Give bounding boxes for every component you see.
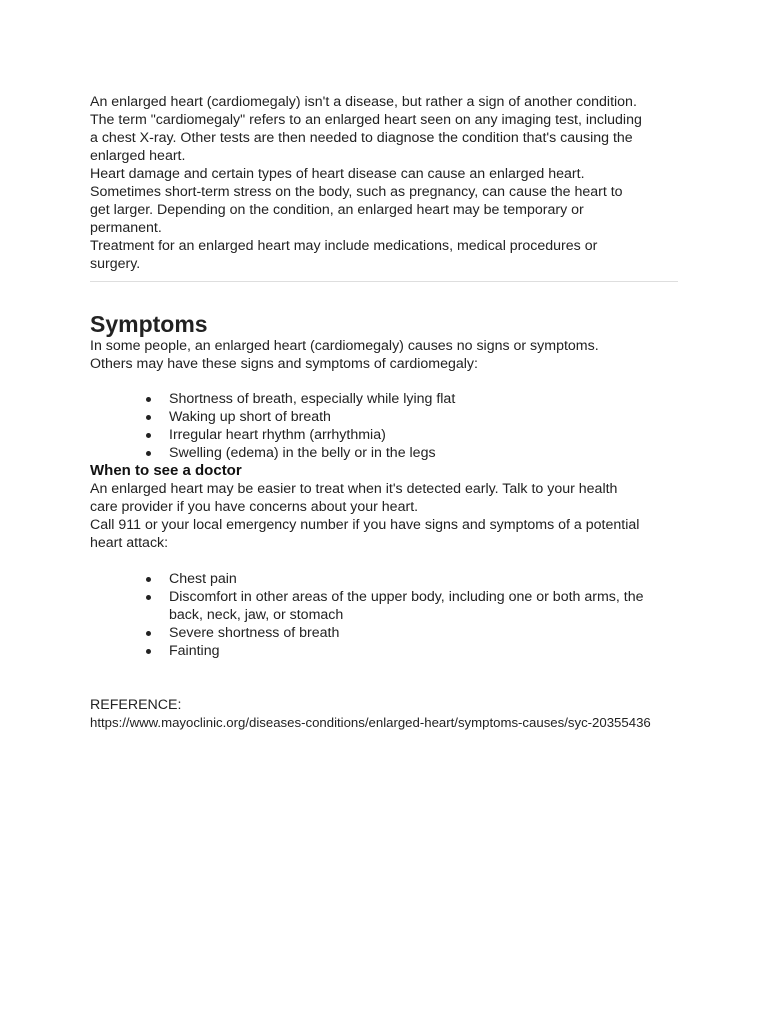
symptoms-list (90, 390, 690, 462)
bullet-icon (146, 577, 151, 582)
list-item: Fainting (169, 642, 690, 660)
bullet-icon (146, 631, 151, 636)
doctor-heading: When to see a doctor (90, 462, 242, 479)
bullet-icon (146, 397, 151, 402)
list-item: Shortness of breath, especially while lying flat (169, 390, 690, 408)
intro-paragraph-1: An enlarged heart (cardiomegaly) isn't a disease, but rather a sign of another condition. The term "cardiomegaly" refers to an enlarged heart seen on any imaging test, including a chest X-ray. Other tests are then needed to diagnose the condition that's causing the enlarged heart. (90, 94, 642, 164)
intro-paragraph-2: Heart damage and certain types of heart disease can cause an enlarged heart. Sometimes short-term stress on the body, such as pregnancy, can cause the heart to get larger. Depending on the condition, an enlarged heart may be temporary or permanent. (90, 166, 623, 236)
list-item: Waking up short of breath (169, 408, 690, 426)
bullet-icon (146, 649, 151, 654)
emergency-signs-list (90, 570, 690, 660)
section-divider (90, 281, 678, 282)
document-body (90, 93, 690, 732)
bullet-icon (146, 433, 151, 438)
reference-url[interactable]: https://www.mayoclinic.org/diseases-conditions/enlarged-heart/symptoms-causes/syc-20355436 (90, 715, 651, 730)
symptoms-heading: Symptoms (90, 311, 208, 337)
bullet-icon (146, 595, 151, 600)
list-item: Irregular heart rhythm (arrhythmia) (169, 426, 690, 444)
doctor-paragraph-1: An enlarged heart may be easier to treat when it's detected early. Talk to your health care provider if you have concerns about your heart. (90, 481, 618, 515)
doctor-paragraph-2: Call 911 or your local emergency number if you have signs and symptoms of a potential heart attack: (90, 517, 640, 551)
intro-paragraph-3: Treatment for an enlarged heart may include medications, medical procedures or surgery. (90, 238, 598, 272)
list-item: Chest pain (169, 570, 690, 588)
list-item: Severe shortness of breath (169, 624, 690, 642)
list-item: Discomfort in other areas of the upper body, including one or both arms, the back, neck, jaw, or stomach (169, 588, 690, 624)
bullet-icon (146, 415, 151, 420)
reference-label: REFERENCE: (90, 697, 182, 713)
symptoms-intro: In some people, an enlarged heart (cardiomegaly) causes no signs or symptoms. Others may have these signs and symptoms of cardiomegaly: (90, 338, 599, 372)
bullet-icon (146, 451, 151, 456)
list-item: Swelling (edema) in the belly or in the legs (169, 444, 690, 462)
